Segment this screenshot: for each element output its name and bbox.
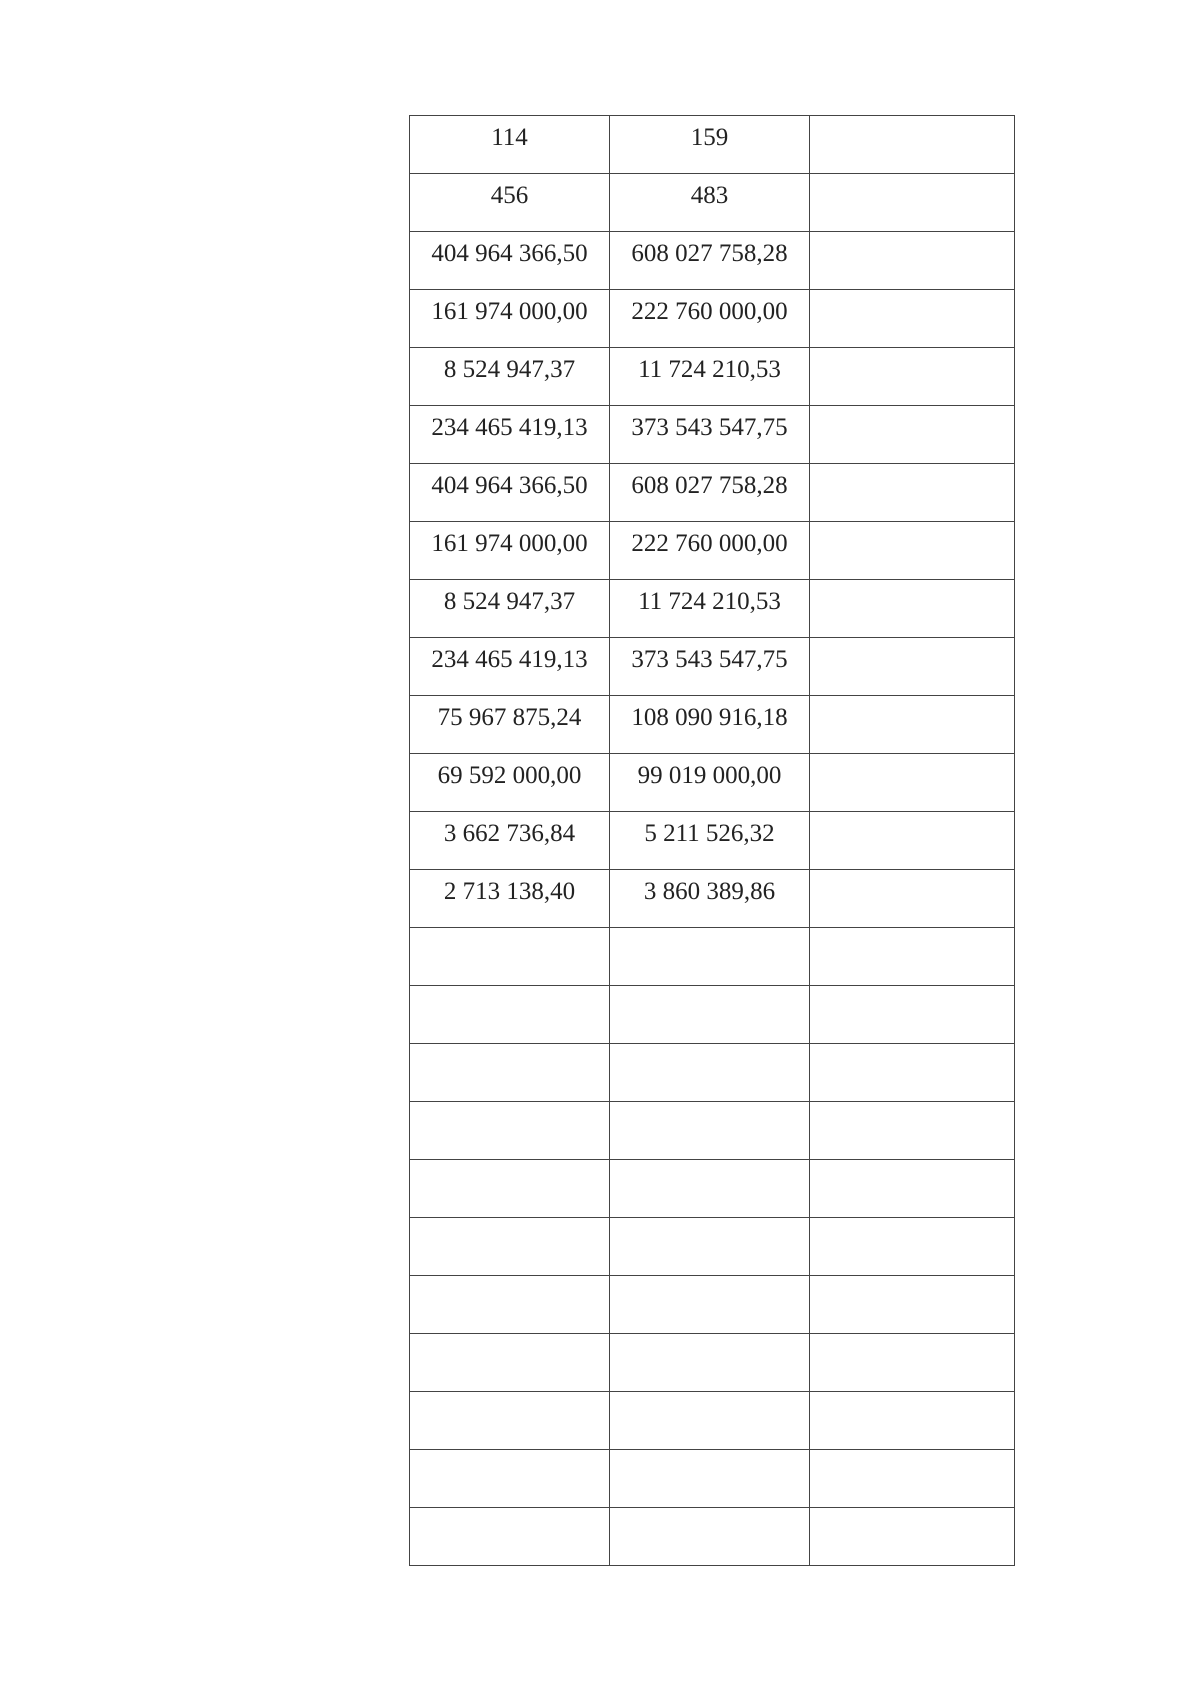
cell-value xyxy=(810,1160,1014,1169)
cell-value: 404 964 366,50 xyxy=(431,240,588,267)
table-cell xyxy=(410,638,610,696)
table-cell xyxy=(810,348,1015,406)
cell-value xyxy=(810,464,1014,473)
table-cell xyxy=(810,1160,1015,1218)
table-cell xyxy=(610,696,810,754)
cell-value xyxy=(810,290,1014,299)
cell-value xyxy=(810,812,1014,821)
table-cell xyxy=(610,406,810,464)
cell-value xyxy=(410,1044,609,1053)
table-cell xyxy=(810,406,1015,464)
table-cell xyxy=(410,1392,610,1450)
cell-value xyxy=(610,986,809,995)
table-row xyxy=(410,232,1015,290)
cell-value xyxy=(810,696,1014,705)
table-cell xyxy=(810,174,1015,232)
cell-value: 11 724 210,53 xyxy=(638,356,781,383)
table-row xyxy=(410,638,1015,696)
table-cell xyxy=(610,1508,810,1566)
cell-value xyxy=(810,638,1014,647)
cell-value xyxy=(410,1508,609,1517)
cell-value xyxy=(810,928,1014,937)
table-cell xyxy=(810,232,1015,290)
table-cell xyxy=(810,116,1015,174)
cell-value: 373 543 547,75 xyxy=(631,414,788,441)
table-cell xyxy=(810,1450,1015,1508)
table-cell xyxy=(410,1102,610,1160)
table-cell xyxy=(410,348,610,406)
cell-value: 608 027 758,28 xyxy=(631,240,788,267)
cell-value xyxy=(810,116,1014,125)
table-row xyxy=(410,116,1015,174)
cell-value xyxy=(410,928,609,937)
table-row xyxy=(410,522,1015,580)
cell-value: 222 760 000,00 xyxy=(631,298,788,325)
table-row xyxy=(410,174,1015,232)
cell-value: 404 964 366,50 xyxy=(431,472,588,499)
cell-value xyxy=(810,870,1014,879)
table-cell xyxy=(810,1392,1015,1450)
cell-value xyxy=(610,1334,809,1343)
table-cell xyxy=(810,928,1015,986)
table-cell xyxy=(410,986,610,1044)
table-cell xyxy=(610,812,810,870)
cell-value xyxy=(810,1508,1014,1517)
cell-value xyxy=(810,1450,1014,1459)
cell-value xyxy=(410,1450,609,1459)
cell-value xyxy=(410,1392,609,1401)
cell-value: 161 974 000,00 xyxy=(431,530,588,557)
table-cell xyxy=(610,464,810,522)
table-cell xyxy=(810,1334,1015,1392)
table-cell xyxy=(810,754,1015,812)
cell-value: 222 760 000,00 xyxy=(631,530,788,557)
cell-value xyxy=(810,522,1014,531)
cell-value xyxy=(410,1160,609,1169)
cell-value xyxy=(810,1218,1014,1227)
table-cell xyxy=(410,464,610,522)
cell-value xyxy=(610,1044,809,1053)
table-cell xyxy=(410,232,610,290)
table-row xyxy=(410,406,1015,464)
table-row xyxy=(410,812,1015,870)
table-cell xyxy=(610,522,810,580)
cell-value xyxy=(610,1450,809,1459)
cell-value: 11 724 210,53 xyxy=(638,588,781,615)
table-cell xyxy=(410,290,610,348)
cell-value: 234 465 419,13 xyxy=(431,414,588,441)
table-cell xyxy=(410,1218,610,1276)
table-cell xyxy=(810,1218,1015,1276)
cell-value: 69 592 000,00 xyxy=(437,762,582,789)
cell-value xyxy=(810,986,1014,995)
cell-value: 8 524 947,37 xyxy=(443,356,576,383)
cell-value xyxy=(410,1218,609,1227)
table-cell xyxy=(410,1508,610,1566)
cell-value xyxy=(810,174,1014,183)
cell-value: 99 019 000,00 xyxy=(637,762,782,789)
cell-value: 5 211 526,32 xyxy=(644,820,775,847)
table-cell xyxy=(410,1044,610,1102)
cell-value xyxy=(810,1276,1014,1285)
table-cell xyxy=(810,1102,1015,1160)
cell-value: 608 027 758,28 xyxy=(631,472,788,499)
cell-value: 114 xyxy=(491,124,528,151)
table-row xyxy=(410,696,1015,754)
table-cell xyxy=(410,1334,610,1392)
table-row xyxy=(410,1508,1015,1566)
table-cell xyxy=(810,812,1015,870)
table-row xyxy=(410,290,1015,348)
cell-value xyxy=(610,1392,809,1401)
table-cell xyxy=(610,232,810,290)
table-cell xyxy=(810,870,1015,928)
table-cell xyxy=(410,696,610,754)
cell-value xyxy=(810,580,1014,589)
table-row xyxy=(410,1392,1015,1450)
table-row xyxy=(410,1102,1015,1160)
table-cell xyxy=(610,348,810,406)
table-row xyxy=(410,348,1015,406)
table-cell xyxy=(410,174,610,232)
cell-value: 8 524 947,37 xyxy=(443,588,576,615)
cell-value xyxy=(810,406,1014,415)
table-row xyxy=(410,928,1015,986)
table-cell xyxy=(410,870,610,928)
table-cell xyxy=(410,928,610,986)
cell-value: 456 xyxy=(490,182,529,209)
table-row xyxy=(410,580,1015,638)
table-cell xyxy=(810,290,1015,348)
table-cell xyxy=(610,638,810,696)
cell-value xyxy=(410,1276,609,1285)
table-cell xyxy=(610,1218,810,1276)
table-cell xyxy=(610,1450,810,1508)
cell-value: 3 860 389,86 xyxy=(643,878,776,905)
cell-value xyxy=(410,1102,609,1111)
cell-value: 108 090 916,18 xyxy=(631,704,788,731)
table-cell xyxy=(810,522,1015,580)
table-cell xyxy=(810,1508,1015,1566)
cell-value xyxy=(810,1044,1014,1053)
cell-value: 373 543 547,75 xyxy=(631,646,788,673)
cell-value xyxy=(810,232,1014,241)
cell-value xyxy=(610,1218,809,1227)
table-cell xyxy=(610,1044,810,1102)
cell-value xyxy=(810,1334,1014,1343)
cell-value: 483 xyxy=(690,182,729,209)
table-body xyxy=(410,116,1015,1566)
table-cell xyxy=(610,928,810,986)
cell-value: 159 xyxy=(690,124,729,151)
cell-value xyxy=(610,1276,809,1285)
cell-value: 234 465 419,13 xyxy=(431,646,588,673)
table-cell xyxy=(610,580,810,638)
table-cell xyxy=(610,754,810,812)
table-cell xyxy=(610,1334,810,1392)
table-cell xyxy=(410,812,610,870)
cell-value: 75 967 875,24 xyxy=(437,704,582,731)
table-cell xyxy=(610,870,810,928)
table-row xyxy=(410,986,1015,1044)
data-table xyxy=(409,115,1015,1566)
table-cell xyxy=(610,116,810,174)
cell-value xyxy=(810,1102,1014,1111)
table-cell xyxy=(410,1450,610,1508)
cell-value xyxy=(610,928,809,937)
table-row xyxy=(410,1276,1015,1334)
table-cell xyxy=(810,696,1015,754)
table-cell xyxy=(410,406,610,464)
cell-value xyxy=(410,986,609,995)
table-cell xyxy=(810,1276,1015,1334)
table-cell xyxy=(610,1392,810,1450)
table-cell xyxy=(810,464,1015,522)
table-row xyxy=(410,464,1015,522)
cell-value xyxy=(810,1392,1014,1401)
table-cell xyxy=(810,986,1015,1044)
cell-value xyxy=(610,1160,809,1169)
table-row xyxy=(410,1160,1015,1218)
table-cell xyxy=(610,174,810,232)
table-cell xyxy=(610,1160,810,1218)
cell-value xyxy=(410,1334,609,1343)
table-cell xyxy=(410,1160,610,1218)
table-cell xyxy=(610,1276,810,1334)
table-cell xyxy=(410,754,610,812)
cell-value: 2 713 138,40 xyxy=(443,878,576,905)
cell-value xyxy=(810,348,1014,357)
table-row xyxy=(410,1044,1015,1102)
table-cell xyxy=(610,986,810,1044)
cell-value xyxy=(810,754,1014,763)
table-cell xyxy=(410,580,610,638)
table-cell xyxy=(610,1102,810,1160)
cell-value xyxy=(610,1102,809,1111)
cell-value: 3 662 736,84 xyxy=(443,820,576,847)
table-cell xyxy=(810,1044,1015,1102)
table-cell xyxy=(410,116,610,174)
cell-value: 161 974 000,00 xyxy=(431,298,588,325)
table-cell xyxy=(410,522,610,580)
table-cell xyxy=(410,1276,610,1334)
table-row xyxy=(410,754,1015,812)
cell-value xyxy=(610,1508,809,1517)
table-cell xyxy=(810,580,1015,638)
table-row xyxy=(410,1334,1015,1392)
table-cell xyxy=(810,638,1015,696)
table-row xyxy=(410,1218,1015,1276)
table-cell xyxy=(610,290,810,348)
table-row xyxy=(410,1450,1015,1508)
table-row xyxy=(410,870,1015,928)
